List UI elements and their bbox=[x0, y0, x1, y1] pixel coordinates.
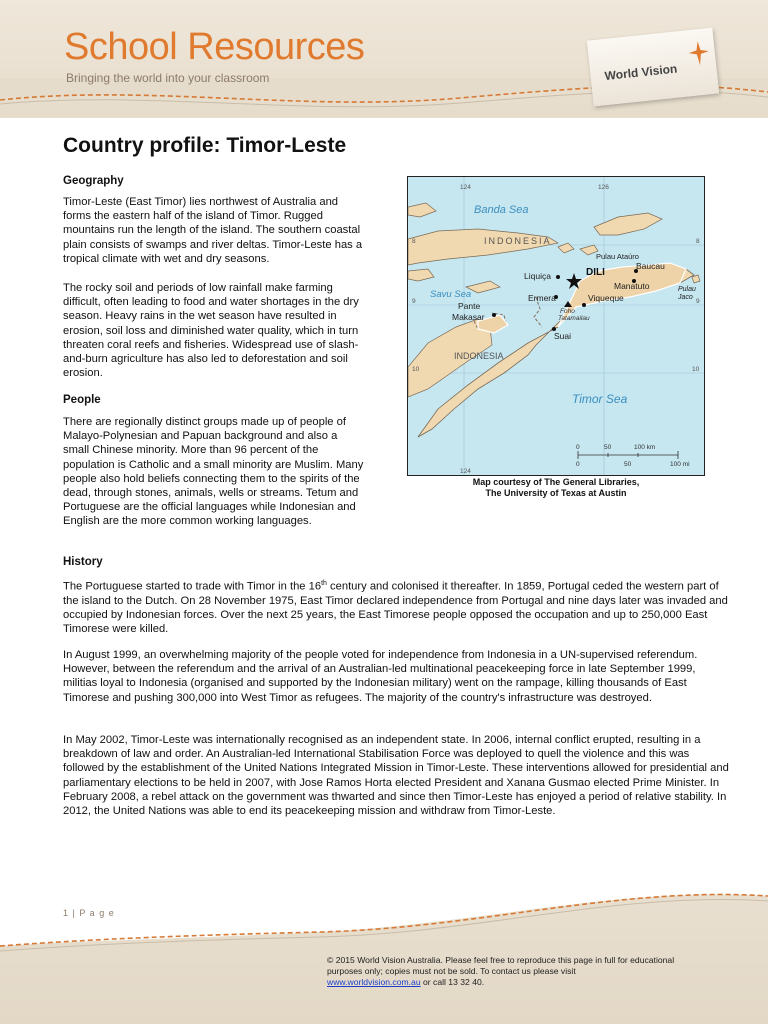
label-suai: Suai bbox=[554, 331, 572, 341]
footer-note-tail: or call 13 32 40. bbox=[420, 976, 485, 987]
people-heading: People bbox=[63, 394, 101, 406]
label-liquica: Liquiça bbox=[524, 271, 551, 281]
brand-tagline: Bringing the world into your classroom bbox=[66, 71, 270, 85]
geography-heading: Geography bbox=[63, 175, 124, 187]
history-p1-end: century and colonised it thereafter. In 1859, Portugal ceded the western part of the island to the Dutch. On 28 November 1975, East Timor declared independence from Portugal and nine days later was invaded and occupied by Indonesian forces. Over the next 25 years, the East Timorese people opposed the occupation and up to 250,000 East Timorese were killed. bbox=[63, 580, 728, 636]
label-banda-sea: Banda Sea bbox=[474, 204, 529, 216]
label-jaco: Jaco bbox=[678, 294, 693, 301]
label-lat-8: 8 bbox=[412, 238, 416, 245]
history-paragraph-2: In August 1999, an overwhelming majority of the people voted for independence from Indonesia in a UN-supervised referendum. However, between the referendum and the arrival of an Australian-led multinational peacekeeping force in late September 1999, militias loyal to Indonesia (organised and supported by the Indonesian military) went on the rampage, killing thousands of East Timorese and pushing 300,000 into West Timor as refugees. The majority of the country's infrastructure was destroyed. bbox=[63, 649, 698, 704]
label-lon-126: 126 bbox=[598, 184, 609, 191]
geography-paragraph-1: Timor-Leste (East Timor) lies northwest of Australia and forms the eastern half of the island of Timor. Rugged mountains run the length of the island. The southern coastal plain consists of swamps and river deltas. Timor-Leste has a tropical climate with wet and dry seasons. bbox=[63, 196, 363, 265]
label-lat-9-right: 9 bbox=[696, 298, 700, 305]
history-p1-superscript: th bbox=[321, 580, 327, 587]
page-title: Country profile: Timor-Leste bbox=[63, 134, 347, 157]
history-paragraph-1 bbox=[63, 577, 731, 637]
label-lat-9: 9 bbox=[412, 298, 416, 305]
footer-copyright bbox=[327, 955, 707, 987]
world-vision-logo[interactable] bbox=[587, 28, 719, 107]
history-paragraph-3: In May 2002, Timor-Leste was internationally recognised as an independent state. In 2006, internal conflict erupted, resulting in a breakdown of law and order. An Australian-led International Stabilisation Force was deployed to quell the violence and this was followed by the establishment of the United Nations Integrated Mission in Timor-Leste. These interventions allowed for presidential and parliamentary elections to be held in 2007, with Jose Ramos Horta elected President and Xanana Gusmao elected Prime Minister. In February 2008, a rebel attack on the government was thwarted and since then Timor-Leste has enjoyed a period of relative stability. In 2012, the United Nations was able to end its peacekeeping mission and withdraw from Timor-Leste. bbox=[63, 734, 729, 818]
timor-leste-map bbox=[407, 176, 705, 476]
label-lon-124-bottom: 124 bbox=[460, 468, 471, 475]
worldvision-link[interactable]: www.worldvision.com.au bbox=[327, 976, 421, 987]
people-paragraph-1: There are regionally distinct groups made up of people of Malayo-Polynesian and Papuan background and also a small Chinese minority. More than 96 percent of the population is Catholic and a small minority are Muslim. Many people also hold beliefs connecting them to the spirits of the dead, through stones, animals, wells or streams. Tetum and Portuguese are the official languages while Indonesian and English are the more common working languages. bbox=[63, 416, 364, 528]
label-foho: Foho bbox=[560, 308, 575, 315]
label-ermera: Ermera bbox=[528, 293, 556, 303]
scale-km-100: 100 km bbox=[634, 444, 656, 451]
label-indonesia-north: INDONESIA bbox=[484, 236, 552, 246]
label-lat-10-right: 10 bbox=[692, 366, 700, 373]
label-baucau: Baucau bbox=[636, 261, 665, 271]
label-savu-sea: Savu Sea bbox=[430, 289, 472, 300]
label-makasar: Makasar bbox=[452, 312, 485, 322]
page-number: 1 | P a g e bbox=[63, 908, 115, 918]
label-viqueque: Viqueque bbox=[588, 293, 624, 303]
map-caption bbox=[407, 477, 705, 499]
label-lat-10: 10 bbox=[412, 366, 420, 373]
geography-paragraph-2: The rocky soil and periods of low rainfall make farming difficult, often leading to food and water shortages in the dry season. Heavy rains in the wet season have resulted in erosion, soil loss and diminished water quality, which in turn threaten coral reefs and fisheries. Widespread use of slash-and-burn agriculture has also led to deforestation and soil erosion. bbox=[63, 282, 359, 380]
scale-mi-50: 50 bbox=[624, 461, 632, 468]
history-heading: History bbox=[63, 556, 103, 568]
label-lat-8-right: 8 bbox=[696, 238, 700, 245]
history-p1-start: The Portuguese started to trade with Timor in the 16 bbox=[63, 580, 322, 593]
label-manatuto: Manatuto bbox=[614, 281, 650, 291]
brand-title: School Resources bbox=[64, 26, 365, 68]
map-caption-line-1: Map courtesy of The General Libraries, bbox=[472, 477, 640, 487]
map-graphic bbox=[408, 177, 705, 476]
label-dili: DILI bbox=[586, 267, 605, 278]
label-pulau-atauro: Pulau Ataúro bbox=[596, 252, 639, 261]
label-pulau: Pulau bbox=[678, 286, 696, 293]
scale-km-0: 0 bbox=[576, 444, 580, 451]
footer-note-text: © 2015 World Vision Australia. Please feel free to reproduce this page in full for educational purposes only; copies must not be sold. To contact us please visit bbox=[327, 955, 675, 976]
label-timor-sea: Timor Sea bbox=[572, 392, 628, 406]
logo-text: World Vision bbox=[603, 61, 678, 84]
label-indonesia-west: INDONESIA bbox=[454, 351, 504, 361]
scale-km-50: 50 bbox=[604, 444, 612, 451]
scale-mi-0: 0 bbox=[576, 461, 580, 468]
label-tatamailau: Tatamailau bbox=[558, 315, 590, 322]
footer-wave-decoration bbox=[0, 880, 768, 960]
map-caption-line-2: The University of Texas at Austin bbox=[485, 488, 627, 498]
label-lon-124: 124 bbox=[460, 184, 471, 191]
label-pante: Pante bbox=[458, 301, 481, 311]
scale-mi-100: 100 mi bbox=[670, 461, 690, 468]
star-logo-icon bbox=[688, 40, 710, 66]
